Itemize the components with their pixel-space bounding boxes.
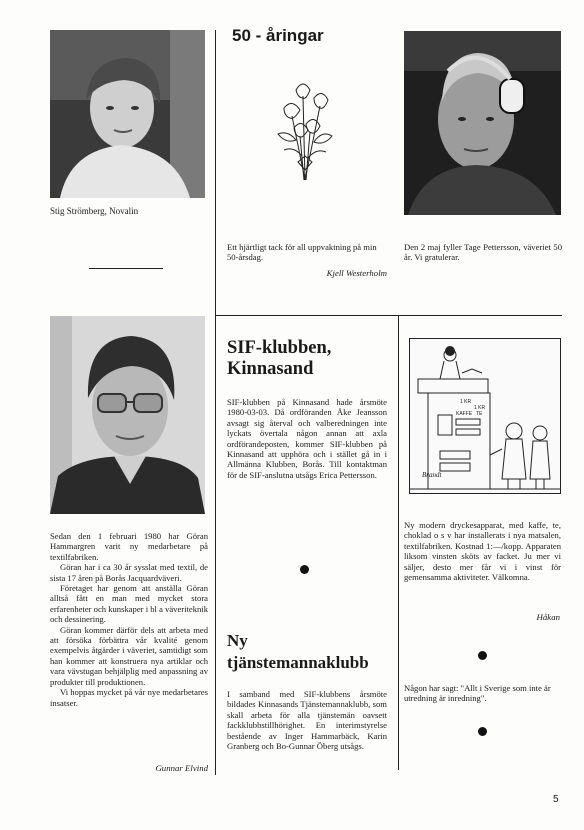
article-paragraph: Göran har i ca 30 år sysslat med textil, de sista 17 åren på Borås Jacquardväveri. (50, 562, 208, 583)
page-header-title: 50 - åringar (232, 26, 324, 45)
coffee-machine-cartoon (409, 338, 561, 494)
tjanstemannaklubb-text: I samband med SIF-klubbens årsmöte bildades Kinnasands Tjänstemannaklubb, som skall arbeta för alla tjänstemän oavsett fackklubbstillhörighet. En interimstyrelse bestående av Inger Hammarbäck, Karin Granberg och Bo-Gunnar Öberg utsågs. (227, 689, 387, 752)
cartoon-label: 1 KR (474, 405, 486, 411)
tage-pettersson-caption: Den 2 maj fyller Tage Pettersson, väveriet 50 år. Vi gratulerar. (404, 242, 562, 263)
photo-caption-stig: Stig Strömberg, Novalin (50, 206, 139, 216)
vertical-divider-left (215, 30, 216, 775)
page-number: 5 (553, 794, 559, 805)
article-paragraph: Göran kommer därför dels att arbeta med att försöka förbättra vår kvalité genom exempelvis åtgärder i väveriet, samtidigt som han kommer att konstruera nya artiklar och vara vävstugan behjälplig med anpassning av produkter till produktionen. (50, 624, 208, 687)
bullet-dot (300, 565, 309, 574)
article-goran-hammargren (50, 531, 208, 708)
article-paragraph: Sedan den 1 februari 1980 har Göran Hammargren varit ny medarbetare på textilfabriken. (50, 531, 208, 562)
flower-bouquet-illustration (270, 76, 340, 180)
bullet-dot (478, 727, 487, 736)
sif-klubben-heading: SIF-klubben, Kinnasand (227, 338, 332, 379)
cartoon-artist-signature: Brandt (422, 471, 442, 479)
coffee-signature: Håkan (536, 612, 560, 622)
portrait-photo-stig-stromberg (50, 30, 205, 198)
horizontal-divider-mid (216, 315, 562, 316)
cartoon-label: TE (476, 411, 483, 417)
quote-text: Någon har sagt: "Allt i Sverige som inte är utredning är inredning". (404, 683, 551, 704)
coffee-machine-text: Ny modern dryckesapparat, med kaffe, te, choklad o s v har installerats i nya matsalen, textilfabriken. Kostnad 1:—/kopp. Apparaten liksom vinsten sköts av facket. Ju mer vi säljer, desto mer får vi i vinst för gemensamma aktiviteter. Välkomna. (404, 520, 561, 583)
short-divider-left (89, 268, 163, 269)
portrait-photo-goran-hammargren (50, 316, 205, 514)
article-paragraph: Vi hoppas mycket på vår nye medarbetares insatser. (50, 687, 208, 708)
sif-klubben-text: SIF-klubben på Kinnasand hade årsmöte 1980-03-03. Då ordföranden Åke Jeansson avsagt sig återval och valberedningen inte lyckats övertala någon annan att axla ordförandeposten, kommer SIF-klubben på Kinnasand att upphöra och i stället gå in i Allmänna Klubben, Borås. Till kontaktman för de SIF-anslutna utsågs Erica Pettersson. (227, 397, 387, 480)
bullet-dot (478, 651, 487, 660)
thanks-signature: Kjell Westerholm (326, 268, 387, 278)
vertical-divider-right (398, 315, 399, 770)
thanks-text: Ett hjärtligt tack för all uppvaktning på min 50-årsdag. (227, 242, 377, 263)
cartoon-label: 1 KR (460, 399, 472, 405)
tjanstemannaklubb-heading: Ny tjänstemannaklubb (227, 631, 369, 672)
article-signature: Gunnar Elvind (155, 763, 208, 773)
portrait-photo-tage-pettersson (404, 31, 561, 215)
article-paragraph: Företaget har genom att anställa Göran alltså fått en man med mycket stora erfarenheter och kunskaper i bl a väveriteknik och dessinering. (50, 583, 208, 625)
cartoon-label: KAFFE (456, 411, 473, 417)
